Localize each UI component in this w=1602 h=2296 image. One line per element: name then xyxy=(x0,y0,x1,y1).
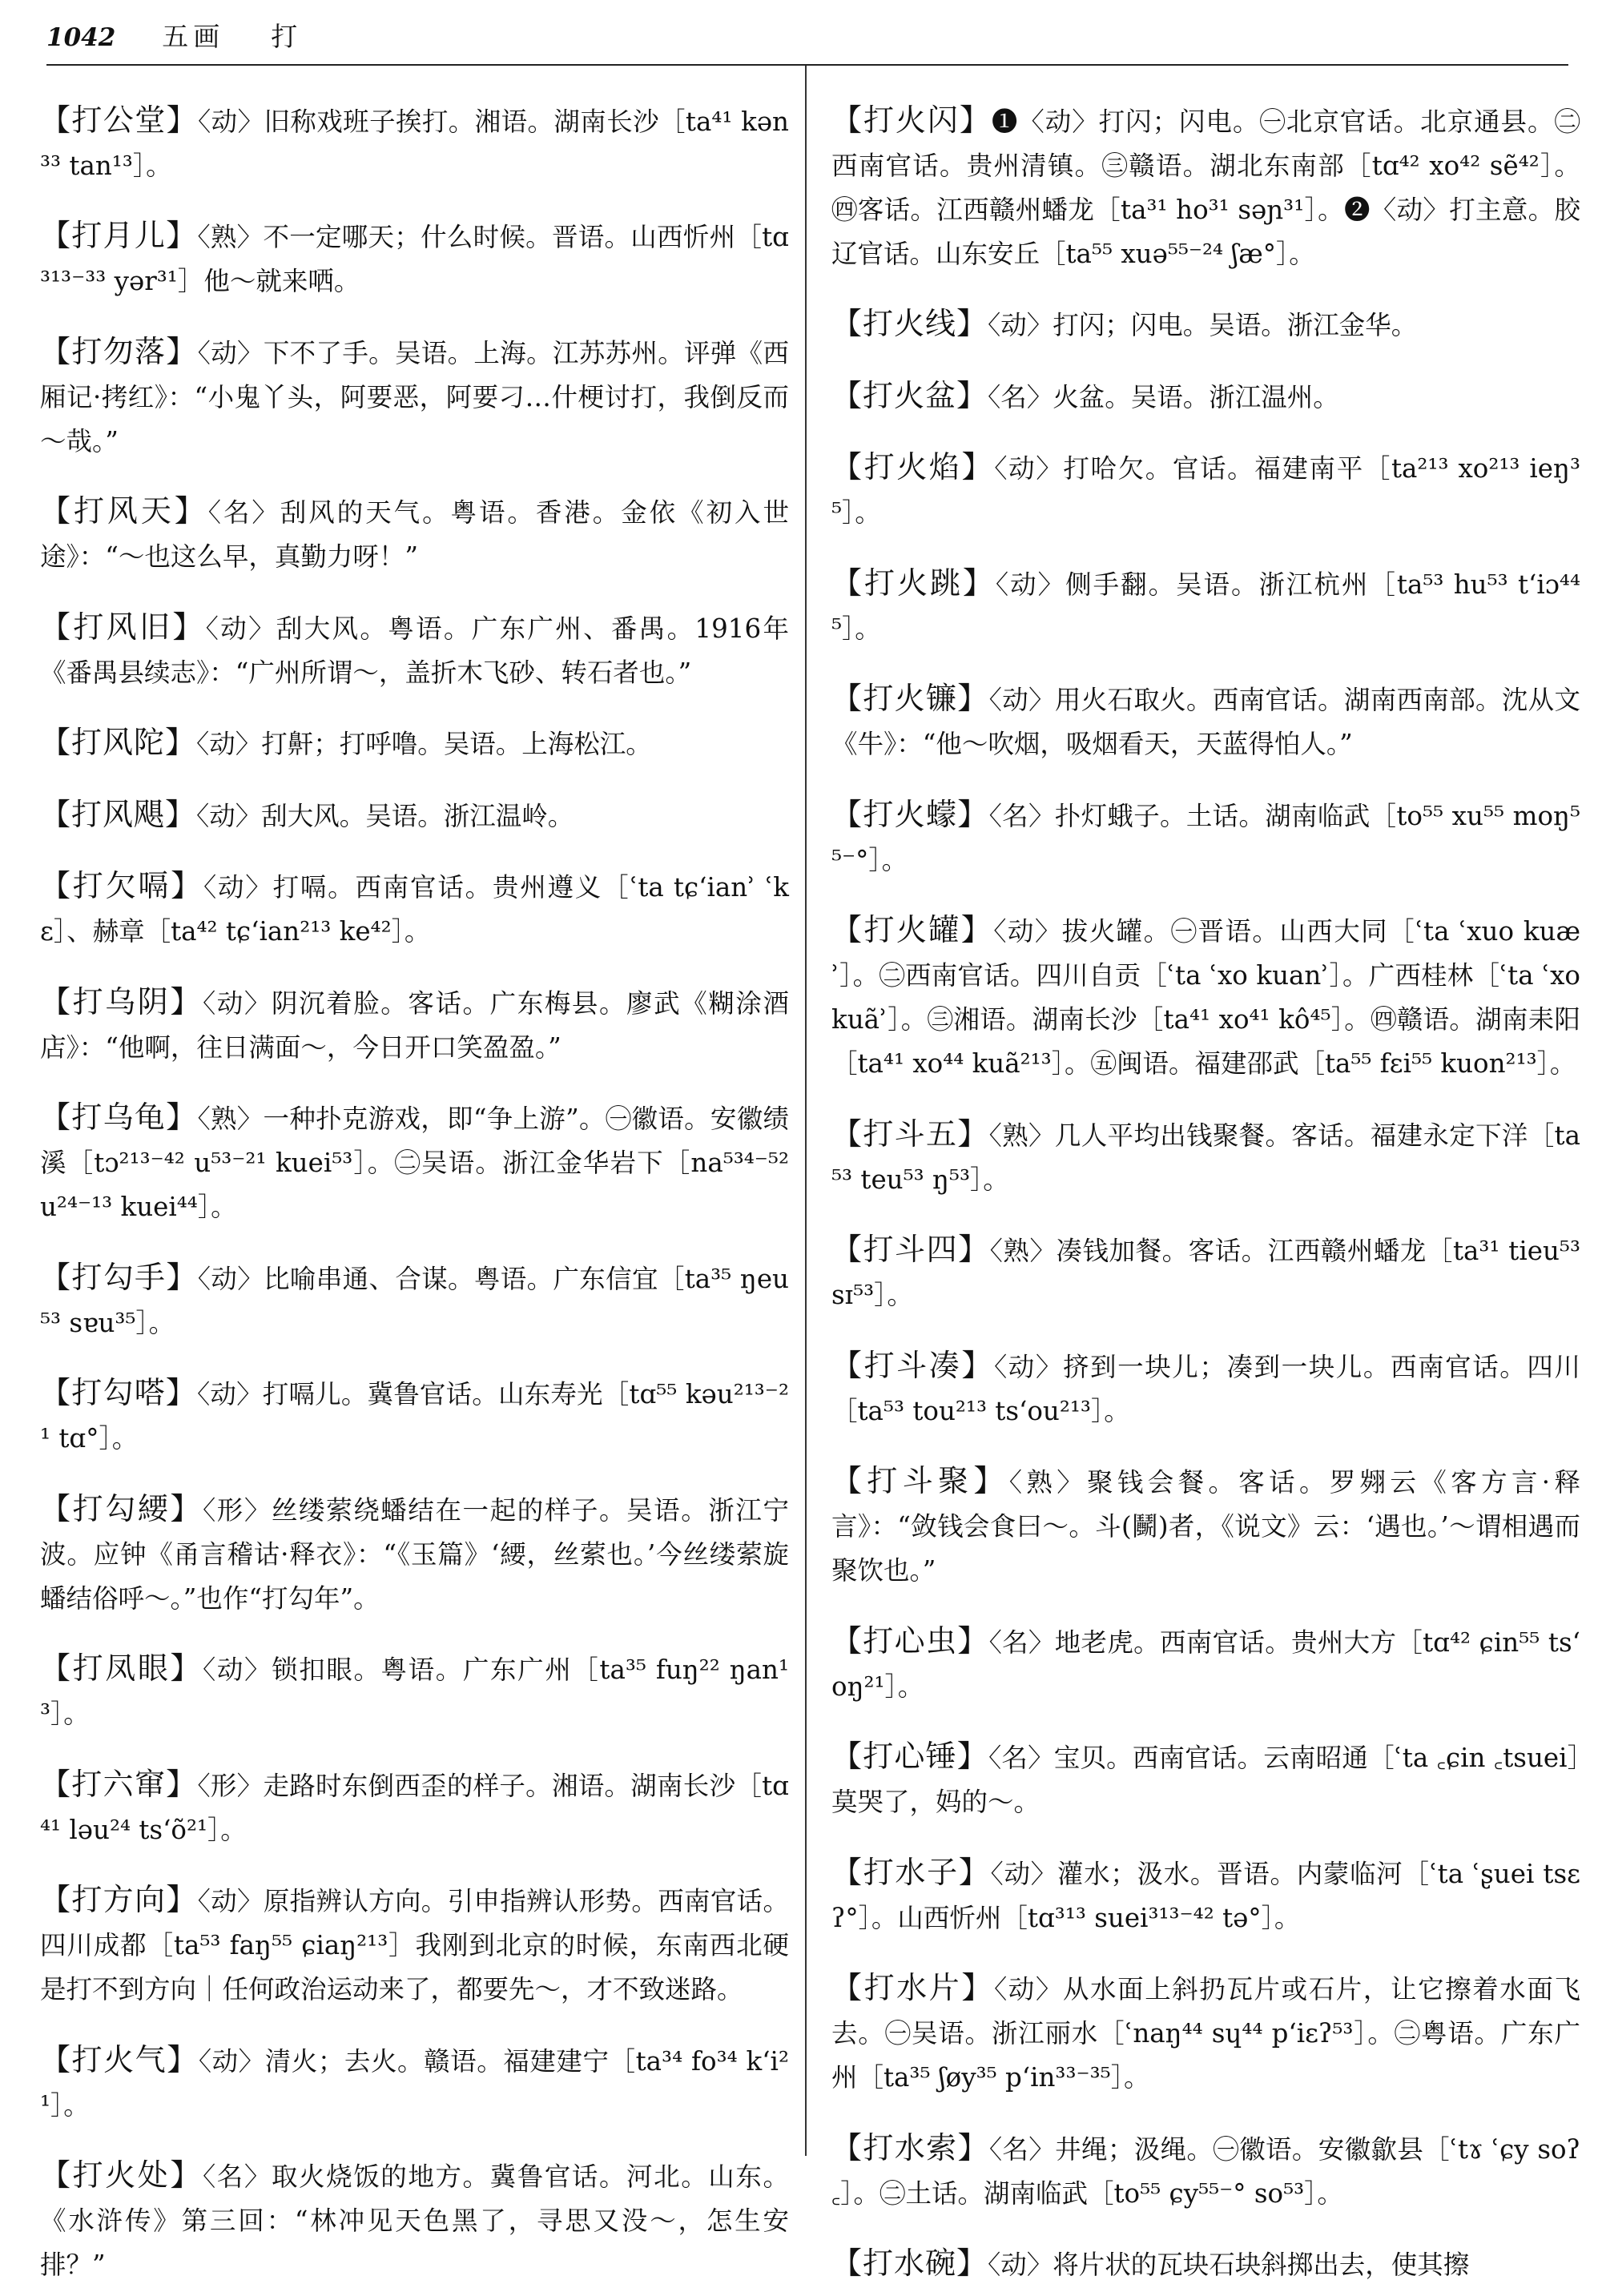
entry-body: 〈动〉下不了手。吴语。上海。江苏苏州。评弹《西厢记·拷红》：“小鬼丫头，阿要恶，阿要刁…什梗讨打，我倒反而～哉。” xyxy=(40,337,789,456)
entry-headword: 【打斗凑】 xyxy=(831,1347,994,1383)
entry-body: 〈动〉旧称戏班子挨打。湘语。湖南长沙［ta⁴¹ kən³³ tan¹³］。 xyxy=(40,106,789,181)
entry-body: 〈熟〉几人平均出钱聚餐。客话。福建永定下洋［ta⁵³ teu⁵³ ŋ⁵³］。 xyxy=(831,1120,1580,1195)
dictionary-entry xyxy=(831,2242,1580,2287)
entry-body: 〈熟〉聚钱会餐。客话。罗翙云《客方言·释言》：“敛钱会食曰～。斗(鬭)者，《说文》云：‘遇也。’～谓相遇而聚饮也。” xyxy=(831,1467,1580,1586)
entry-headword: 【打心锤】 xyxy=(831,1739,988,1774)
column-divider xyxy=(805,66,807,2156)
entry-body: 〈动〉灌水；汲水。晋语。内蒙临河［ʿta ʿʂuei tsɛʔ°］。山西忻州［tɑ³¹³ suei³¹³⁻⁴² tə°］。 xyxy=(831,1858,1580,1933)
dictionary-entry xyxy=(831,1851,1580,1940)
entry-headword: 【打火盆】 xyxy=(831,377,988,413)
dictionary-entry xyxy=(831,677,1580,766)
entry-body: 〈动〉比喻串通、合谋。粤语。广东信宜［ta³⁵ ŋeu⁵³ sɐu³⁵］。 xyxy=(40,1263,789,1338)
dictionary-entry xyxy=(831,302,1580,348)
entry-headword: 【打火罐】 xyxy=(831,912,994,947)
entry-headword: 【打水片】 xyxy=(831,1970,994,2005)
entry-body: 〈动〉将片状的瓦块石块斜掷出去，使其擦 xyxy=(988,2250,1470,2280)
dictionary-entry xyxy=(831,1459,1580,1593)
entry-body: 〈名〉井绳；汲绳。㊀徽语。安徽歙县［ʿtɤ ʿɕy soʔ꜀］。㊁土话。湖南临武［to⁵⁵ ɕy⁵⁵⁻° so⁵³］。 xyxy=(831,2133,1580,2209)
dictionary-entry xyxy=(831,99,1580,276)
dictionary-entry xyxy=(40,1371,789,1461)
entry-headword: 【打勾手】 xyxy=(40,1259,198,1295)
dictionary-entry xyxy=(40,605,789,695)
left-column xyxy=(40,72,789,2296)
entry-headword: 【打火焰】 xyxy=(831,449,995,485)
dictionary-entry xyxy=(831,1735,1580,1824)
entry-headword: 【打公堂】 xyxy=(40,102,199,138)
entry-body: 〈动〉阴沉着脸。客话。广东梅县。廖武《糊涂酒店》：“他啊，往日满面～，今日开口笑盈盈。” xyxy=(40,987,789,1063)
dictionary-entry xyxy=(40,1878,789,2012)
entry-body: 〈名〉取火烧饭的地方。冀鲁官话。河北。山东。《水浒传》第三回：“林冲见天色黑了，寻思又没～，怎生安排？” xyxy=(40,2161,789,2280)
entry-headword: 【打勾嗒】 xyxy=(40,1375,197,1410)
entry-headword: 【打火蠓】 xyxy=(831,796,989,832)
entry-body: 〈形〉走路时东倒西歪的样子。湘语。湖南长沙［tɑ⁴¹ ləu²⁴ tsʻõ²¹］。 xyxy=(40,1770,789,1845)
dictionary-entry xyxy=(40,1647,789,1736)
right-column xyxy=(831,72,1580,2296)
page-number: 1042 xyxy=(46,23,116,52)
entry-body: 〈动〉挤到一块儿；凑到一块儿。西南官话。四川［ta⁵³ tou²¹³ tsʻou²¹³］。 xyxy=(831,1351,1580,1426)
entry-headword: 【打火处】 xyxy=(40,2157,203,2193)
entry-body: 〈动〉打鼾；打呼噜。吴语。上海松江。 xyxy=(196,729,652,759)
entry-body: 〈动〉刮大风。粤语。广东广州、番禺。1916年《番禺县续志》：“广州所谓～，盖折木飞砂、转石者也。” xyxy=(40,613,789,688)
entry-headword: 【打心虫】 xyxy=(831,1622,989,1659)
entry-body: 〈动〉拔火罐。㊀晋语。山西大同［ʿta ʿxuo kuæʾ］。㊁西南官话。四川自贡［ʿta ʿxo kuanʾ］。广西桂林［ʿta ʿxo kuãʾ］。㊂湘语。湖南长沙［ta⁴¹ xo⁴¹ kô⁴⁵］。㊃赣语。湖南耒阳［ta⁴¹ xo⁴⁴ kuã²¹³］。㊄闽语。福建邵武［ta⁵⁵ fɛi⁵⁵ kuon²¹³］。 xyxy=(831,916,1580,1079)
entry-headword: 【打乌龟】 xyxy=(40,1100,198,1135)
entry-headword: 【打水子】 xyxy=(831,1854,991,1890)
entry-headword: 【打方向】 xyxy=(40,1882,198,1917)
entry-headword: 【打水索】 xyxy=(831,2129,989,2165)
entry-body: 〈动〉打嗝。西南官话。贵州遵义［ʿta tɕʻianʾ ʿkɛ］、赫章［ta⁴² tɕʻian²¹³ ke⁴²］。 xyxy=(40,872,789,947)
entry-headword: 【打火闪】 xyxy=(831,102,992,138)
dictionary-entry xyxy=(40,1096,789,1229)
dictionary-entry xyxy=(40,1487,789,1621)
entry-headword: 【打风陀】 xyxy=(40,725,197,760)
entry-headword: 【打火线】 xyxy=(831,306,988,341)
entry-body: 〈动〉原指辨认方向。引申指辨认形势。西南官话。四川成都［ta⁵³ faŋ⁵⁵ ɕiaŋ²¹³］我刚到北京的时候，东南西北硬是打不到方向｜任何政治运动来了，都要先～，才不致迷路。 xyxy=(40,1886,789,2004)
dictionary-entry xyxy=(831,1966,1580,2100)
dictionary-entry xyxy=(40,721,789,766)
entry-headword: 【打月儿】 xyxy=(40,218,198,253)
dictionary-entry xyxy=(40,99,789,188)
dictionary-entry xyxy=(40,214,789,304)
dictionary-entry xyxy=(40,2038,789,2128)
dictionary-entry xyxy=(831,908,1580,1086)
page-header xyxy=(46,16,1568,64)
entry-headword: 【打凤眼】 xyxy=(40,1651,203,1686)
entry-headword: 【打六窜】 xyxy=(40,1766,198,1802)
entry-headword: 【打风天】 xyxy=(40,493,208,529)
entry-headword: 【打水碗】 xyxy=(831,2246,988,2281)
dictionary-entry xyxy=(831,445,1580,535)
entry-body: 〈动〉从水面上斜扔瓦片或石片，让它擦着水面飞去。㊀吴语。浙江丽水［ʿnaŋ⁴⁴ sɥ⁴⁴ pʻiɛʔ⁵³］。㊁粤语。广东广州［ta³⁵ ʃøy³⁵ pʻin³³⁻³⁵］。 xyxy=(831,1974,1580,2093)
dictionary-entry xyxy=(831,793,1580,883)
entry-headword: 【打风旧】 xyxy=(40,609,206,645)
dictionary-entry xyxy=(831,1112,1580,1202)
entry-headword: 【打欠嗝】 xyxy=(40,868,203,903)
entry-body: 〈动〉打闪；闪电。吴语。浙江金华。 xyxy=(988,310,1418,340)
entry-body: 〈名〉地老虎。西南官话。贵州大方［tɑ⁴² ɕin⁵⁵ tsʻoŋ²¹］。 xyxy=(831,1627,1580,1702)
entry-body: 〈名〉宝贝。西南官话。云南昭通［ʿta ꜀ɕin ꜀tsuei］莫哭了，妈的～。 xyxy=(831,1743,1580,1817)
dictionary-entry xyxy=(831,1228,1580,1317)
entry-body: 〈动〉刮大风。吴语。浙江温岭。 xyxy=(196,800,574,831)
dictionary-entry xyxy=(40,864,789,954)
entry-body: 〈熟〉不一定哪天；什么时候。晋语。山西忻州［tɑ³¹³⁻³³ yər³¹］他～就来哂。 xyxy=(40,222,789,296)
entry-body: 〈名〉刮风的天气。粤语。香港。金依《初入世途》：“～也这么早，真勤力呀！” xyxy=(40,497,789,572)
entry-body: 〈动〉侧手翻。吴语。浙江杭州［ta⁵³ hu⁵³ tʻiɔ⁴⁴⁵］。 xyxy=(831,569,1580,644)
entry-headword: 【打勾䌁】 xyxy=(40,1490,203,1526)
entry-headword: 【打风飓】 xyxy=(40,796,197,832)
dictionary-entry xyxy=(831,2126,1580,2216)
entry-headword: 【打火镰】 xyxy=(831,681,989,716)
dictionary-entry xyxy=(831,374,1580,420)
section-label: 五画 xyxy=(162,21,225,52)
entry-headword: 【打斗聚】 xyxy=(831,1463,1009,1498)
dictionary-entry xyxy=(40,1256,789,1345)
entry-body: 〈形〉丝缕萦绕蟠结在一起的样子。吴语。浙江宁波。应钟《甬言稽诂·释衣》：“《玉篇》‘䌁，丝萦也。’今丝缕萦旋蟠结俗呼～。”也作“打勾年”。 xyxy=(40,1494,789,1614)
dictionary-entry xyxy=(40,980,789,1070)
dictionary-entry xyxy=(40,489,789,579)
entry-body: 〈名〉扑灯蛾子。土话。湖南临武［to⁵⁵ xu⁵⁵ moŋ⁵⁵⁻°］。 xyxy=(831,800,1580,875)
dictionary-entry xyxy=(40,1763,789,1852)
dictionary-entry xyxy=(831,1619,1580,1709)
entry-headword: 【打斗四】 xyxy=(831,1232,990,1267)
entry-body: 〈动〉用火石取火。西南官话。湖南西南部。沈从文《牛》：“他～吹烟，吸烟看天，天蓝得怕人。” xyxy=(831,685,1580,759)
entry-body: 〈熟〉一种扑克游戏，即“争上游”。㊀徽语。安徽绩溪［tɔ²¹³⁻⁴² u⁵³⁻²¹ kuei⁵³］。㊁吴语。浙江金华岩下［na⁵³⁴⁻⁵² u²⁴⁻¹³ kuei⁴⁴］。 xyxy=(40,1104,789,1222)
entry-headword: 【打斗五】 xyxy=(831,1116,989,1152)
entry-body: 〈名〉火盆。吴语。浙江温州。 xyxy=(988,381,1339,412)
entry-headword: 【打乌阴】 xyxy=(40,983,203,1019)
header-rule xyxy=(46,64,1568,66)
dictionary-entry xyxy=(40,330,789,464)
entry-body: 〈熟〉凑钱加餐。客话。江西赣州蟠龙［ta³¹ tieu⁵³ sɪ⁵³］。 xyxy=(831,1236,1580,1310)
entry-headword: 【打勿落】 xyxy=(40,333,198,369)
dictionary-entry xyxy=(831,1344,1580,1433)
entry-body: 〈动〉清火；去火。赣语。福建建宁［ta³⁴ fo³⁴ kʻi²¹］。 xyxy=(40,2045,789,2121)
entry-headword: 【打火气】 xyxy=(40,2041,199,2077)
entry-body: 〈动〉锁扣眼。粤语。广东广州［ta³⁵ fuŋ²² ŋan¹³］。 xyxy=(40,1655,789,1729)
dictionary-entry xyxy=(831,561,1580,651)
dictionary-entry xyxy=(40,2153,789,2287)
dictionary-entry xyxy=(40,793,789,838)
entry-body: ❶〈动〉打闪；闪电。㊀北京官话。北京通县。㊁西南官话。贵州清镇。㊂赣语。湖北东南部［tɑ⁴² xo⁴² sẽ⁴²］。㊃客话。江西赣州蟠龙［ta³¹ ho³¹ səɲ³¹］。❷〈动〉打主意。胶辽官话。山东安丘［ta⁵⁵ xuə⁵⁵⁻²⁴ ʃæ°］。 xyxy=(831,106,1580,269)
entry-body: 〈动〉打哈欠。官话。福建南平［ta²¹³ xo²¹³ ieŋ³⁵］。 xyxy=(831,453,1580,528)
header-char: 打 xyxy=(271,21,303,52)
entry-headword: 【打火跳】 xyxy=(831,565,996,601)
entry-body: 〈动〉打嗝儿。冀鲁官话。山东寿光［tɑ⁵⁵ kəu²¹³⁻²¹ tɑ°］。 xyxy=(40,1379,789,1454)
